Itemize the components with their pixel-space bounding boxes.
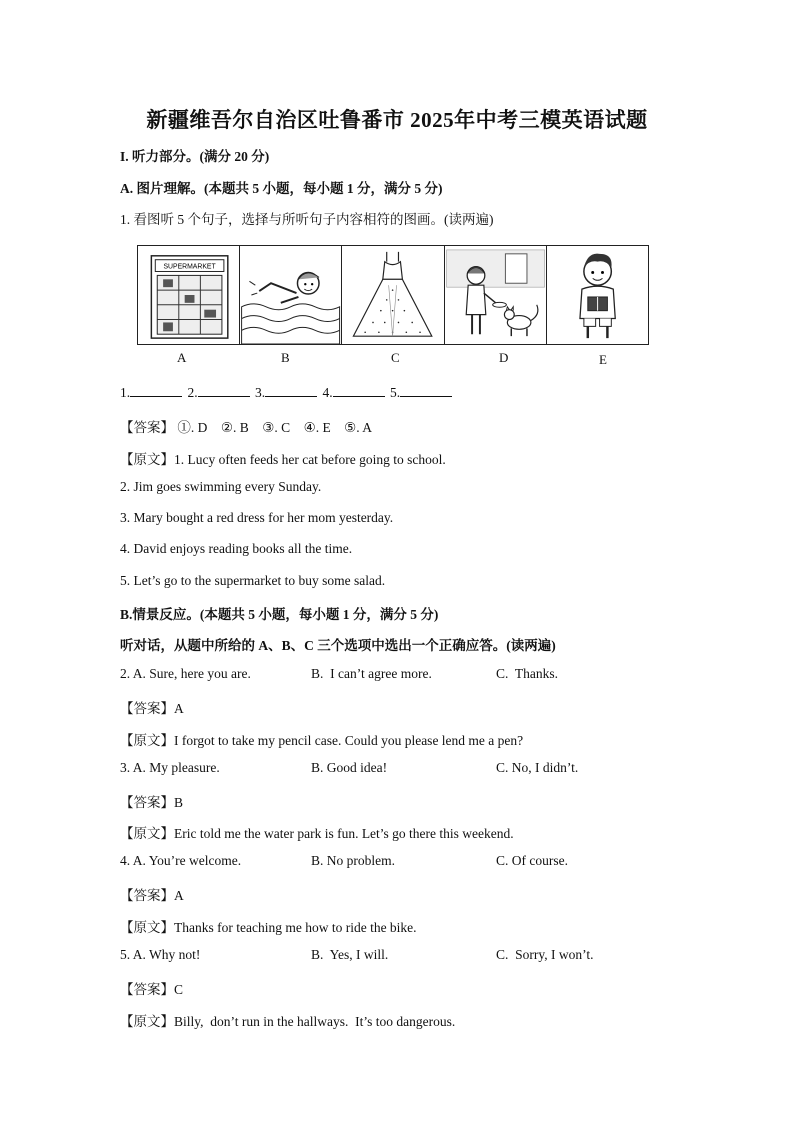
blank-3[interactable]: [265, 396, 317, 397]
part-a-heading: A. 图片理解。(本题共 5 小题，每小题 1 分，满分 5 分): [120, 181, 443, 196]
q5-option-b: B. Yes, I will.: [311, 947, 389, 962]
blank-2[interactable]: [198, 396, 250, 397]
part-b-instruction: 听对话，从题中所给的 A、B、C 三个选项中选出一个正确应答。(读两遍): [120, 638, 556, 653]
transcript-line: 【原文】1. Lucy often feeds her cat before going to school.: [120, 452, 446, 467]
blank-label-4: 4.: [322, 385, 333, 400]
picture-label-e: E: [599, 352, 607, 367]
part-a-instruction: 1. 看图听 5 个句子，选择与所听句子内容相符的图画。(读两遍): [120, 212, 494, 227]
blank-label-3: 3.: [255, 385, 266, 400]
q4-option-b: B. No problem.: [311, 853, 395, 868]
picture-label-a: A: [177, 350, 187, 365]
page-title: 新疆维吾尔自治区吐鲁番市 2025年中考三模英语试题: [146, 108, 648, 132]
q2-transcript: 【原文】I forgot to take my pencil case. Could you please lend me a pen?: [120, 733, 524, 748]
blank-5[interactable]: [400, 396, 452, 397]
transcript-line: 3. Mary bought a red dress for her mom yesterday.: [120, 510, 394, 525]
blank-1[interactable]: [130, 396, 182, 397]
q4-transcript: 【原文】Thanks for teaching me how to ride the bike.: [120, 920, 417, 935]
q2-answer: 【答案】A: [120, 701, 184, 716]
blank-label-5: 5.: [390, 385, 401, 400]
transcript-line: 2. Jim goes swimming every Sunday.: [120, 479, 322, 494]
section-heading: I. 听力部分。(满分 20 分): [120, 149, 270, 164]
q2-option-a: 2. A. Sure, here you are.: [120, 666, 251, 681]
answer-blanks: [120, 385, 454, 401]
q4-answer: 【答案】A: [120, 888, 184, 903]
picture-c-dress: [342, 246, 444, 344]
picture-d-girl-feeding-cat: [445, 246, 547, 344]
blank-4[interactable]: [333, 396, 385, 397]
q5-transcript: 【原文】Billy, don’t run in the hallways. It’s too dangerous.: [120, 1014, 456, 1029]
picture-label-c: C: [391, 350, 400, 365]
q3-answer: 【答案】B: [120, 795, 184, 810]
supermarket-sign: SUPERMARKET: [163, 263, 216, 271]
part-b-heading: B.情景反应。(本题共 5 小题，每小题 1 分，满分 5 分): [120, 607, 439, 622]
transcript-line: 4. David enjoys reading books all the time.: [120, 541, 353, 556]
blank-label-2: 2.: [187, 385, 198, 400]
q3-option-c: C. No, I didn’t.: [496, 760, 579, 775]
q4-option-a: 4. A. You’re welcome.: [120, 853, 242, 868]
picture-b-swimming: [240, 246, 342, 344]
picture-label-b: B: [281, 350, 290, 365]
picture-label-d: D: [499, 350, 509, 365]
q3-option-a: 3. A. My pleasure.: [120, 760, 220, 775]
q2-option-b: B. I can’t agree more.: [311, 666, 432, 681]
transcript-line: 5. Let’s go to the supermarket to buy some salad.: [120, 573, 386, 588]
q3-transcript: 【原文】Eric told me the water park is fun. Let’s go there this weekend.: [120, 826, 514, 841]
q2-option-c: C. Thanks.: [496, 666, 559, 681]
part-a-answer: 【答案】 ①. D ②. B ③. C ④. E ⑤. A: [120, 420, 373, 435]
picture-e-boy-reading: [547, 246, 648, 344]
q4-option-c: C. Of course.: [496, 853, 568, 868]
q3-option-b: B. Good idea!: [311, 760, 388, 775]
blank-label-1: 1.: [120, 385, 131, 400]
picture-a-supermarket: [138, 246, 240, 344]
q5-option-c: C. Sorry, I won’t.: [496, 947, 594, 962]
picture-strip: [137, 245, 649, 345]
q5-option-a: 5. A. Why not!: [120, 947, 201, 962]
q5-answer: 【答案】C: [120, 982, 184, 997]
